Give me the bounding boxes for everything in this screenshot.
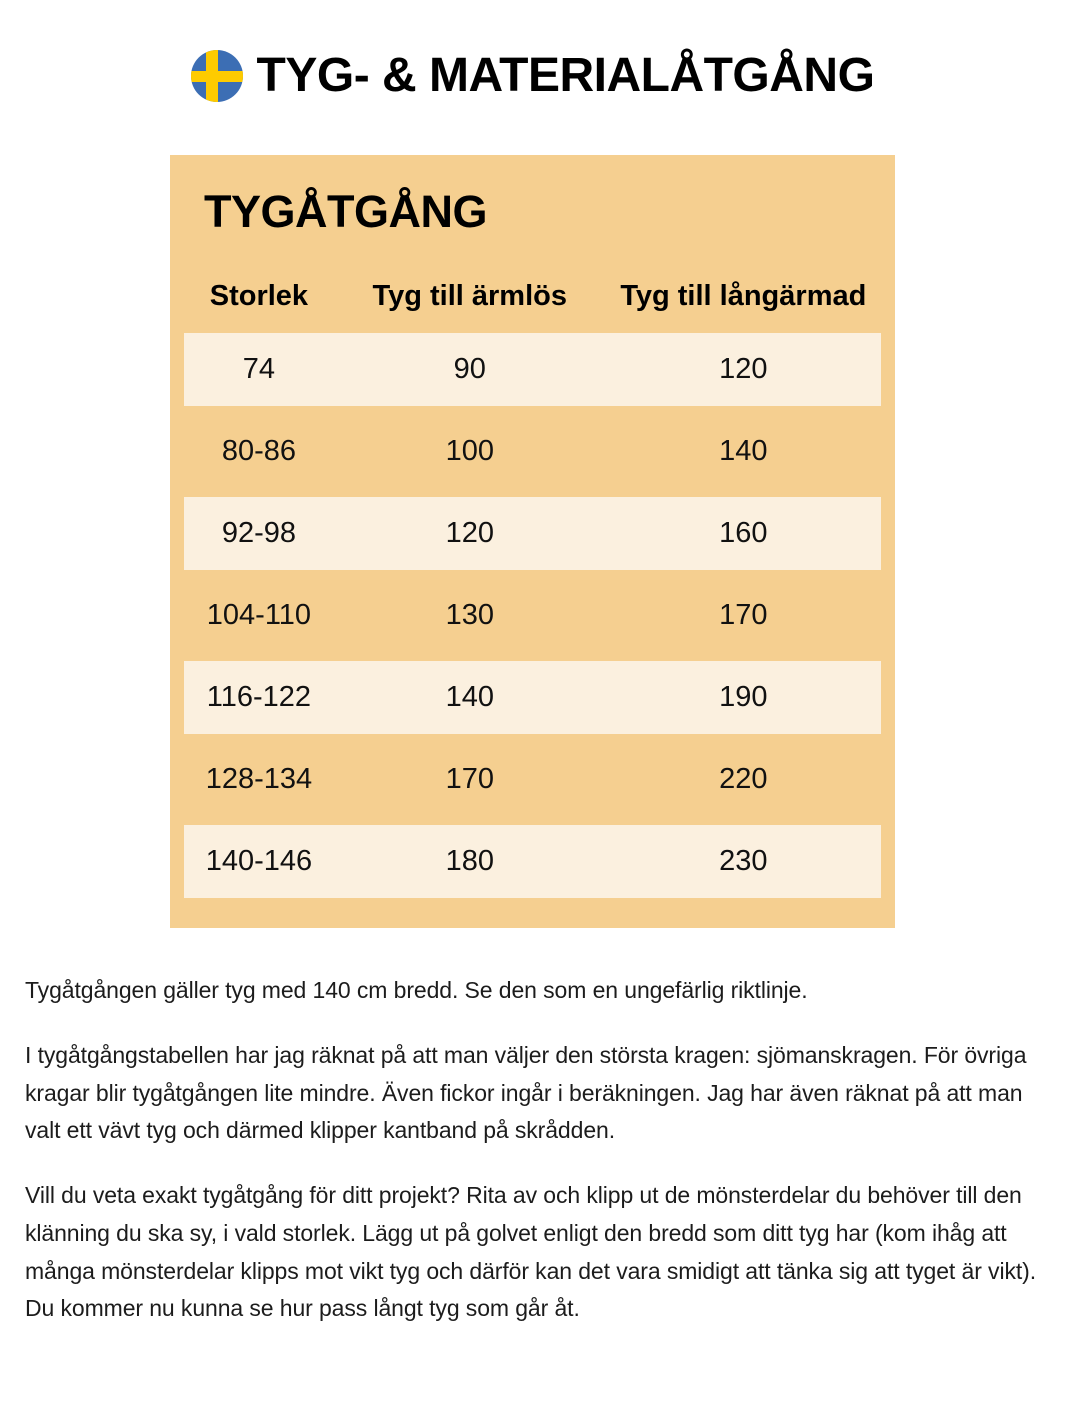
table-column-headers	[184, 280, 881, 313]
table-cell: 74	[242, 353, 276, 386]
column-header-langarmad: Tyg till långärmad	[620, 280, 867, 313]
page-title: TYG- & MATERIALÅTGÅNG	[256, 49, 875, 102]
body-text	[0, 972, 1065, 1328]
table-cell: 170	[445, 763, 494, 796]
page-header	[0, 0, 1065, 103]
table-cell: 92-98	[221, 517, 296, 550]
table-cell: 140	[719, 435, 768, 468]
body-paragraph: I tygåtgångstabellen har jag räknat på att man väljer den största kragen: sjömanskragen. För övriga kragar blir tygåtgången lite mindre. Även fickor ingår i beräkningen. Jag har även räknat på att man valt ett vävt tyg och därmed klipper kantband på skrådden.	[25, 1042, 1027, 1144]
table-row	[184, 497, 881, 570]
table-heading: TYGÅTGÅNG	[204, 185, 487, 237]
body-paragraph: Vill du veta exakt tygåtgång för ditt projekt? Rita av och klipp ut de mönsterdelar du behöver till den klänning du ska sy, i vald storlek. Lägg ut på golvet enligt den bredd som ditt tyg har (kom ihåg att många mönsterdelar klipps mot vikt tyg och därför kan det vara smidigt att tänka sig att tyget är vikt). Du kommer nu kunna se hur pass långt tyg som går åt.	[25, 1182, 1036, 1322]
sweden-flag-icon	[191, 50, 243, 102]
table-cell: 80-86	[221, 435, 296, 468]
table-cell: 180	[445, 845, 494, 878]
table-body	[184, 333, 881, 898]
table-cell: 140-146	[205, 845, 313, 878]
table-row	[184, 579, 881, 652]
table-cell: 160	[719, 517, 768, 550]
table-cell: 104-110	[206, 599, 312, 632]
body-paragraph: Tygåtgången gäller tyg med 140 cm bredd. Se den som en ungefärlig riktlinje.	[25, 977, 808, 1004]
table-cell: 190	[719, 681, 768, 714]
table-cell: 128-134	[205, 763, 313, 796]
table-row	[184, 743, 881, 816]
column-header-armlos: Tyg till ärmlös	[372, 280, 567, 313]
table-cell: 220	[719, 763, 768, 796]
table-row	[184, 415, 881, 488]
table-cell: 230	[719, 845, 768, 878]
table-cell: 116-122	[206, 681, 312, 714]
table-row	[184, 661, 881, 734]
table-cell: 140	[445, 681, 494, 714]
table-cell: 170	[719, 599, 768, 632]
table-cell: 130	[445, 599, 494, 632]
table-row	[184, 825, 881, 898]
table-cell: 100	[445, 435, 494, 468]
table-row	[184, 333, 881, 406]
table-cell: 120	[719, 353, 768, 386]
table-cell: 120	[445, 517, 494, 550]
flag-cross-horizontal	[191, 71, 243, 82]
table-cell: 90	[453, 353, 486, 386]
column-header-storlek: Storlek	[209, 280, 309, 313]
fabric-usage-card	[170, 155, 895, 929]
